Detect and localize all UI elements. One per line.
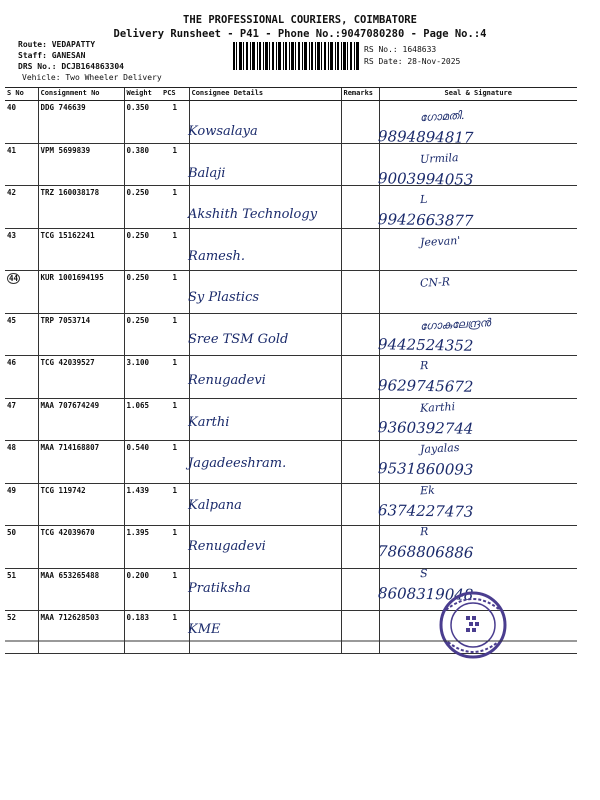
- handwritten-consignee: Kowsalaya: [188, 124, 258, 139]
- cell-sno: 49: [5, 483, 38, 526]
- handwritten-consignee: Balaji: [188, 165, 226, 181]
- cell-consignment: MAA 714168807: [38, 441, 124, 484]
- cell-weight: 0.183: [124, 611, 161, 654]
- handwritten-signature: S: [419, 566, 428, 580]
- handwritten-consignee: Jagadeeshram.: [188, 456, 287, 471]
- cell-remarks: [341, 313, 379, 356]
- cell-remarks: [341, 441, 379, 484]
- cell-pcs: 1: [161, 483, 189, 526]
- cell-pcs: 1: [161, 568, 189, 611]
- handwritten-phone: 9003994053: [377, 168, 474, 189]
- table-row: [5, 228, 577, 271]
- rs-date: RS Date: 28-Nov-2025: [364, 57, 461, 66]
- col-seal: Seal & Signature: [379, 88, 577, 101]
- table-row: [5, 356, 577, 399]
- cell-pcs: 1: [161, 611, 189, 654]
- cell-weight: 0.540: [124, 441, 161, 484]
- handwritten-signature: Urmila: [419, 150, 459, 166]
- cell-consignment: TCG 42039670: [38, 526, 124, 569]
- cell-weight: 3.100: [124, 356, 161, 399]
- cell-remarks: [341, 228, 379, 271]
- handwritten-consignee: KME: [188, 622, 221, 637]
- handwritten-phone: 9360392744: [377, 417, 474, 438]
- table-row: [5, 271, 577, 314]
- handwritten-phone: 9442524352: [377, 334, 474, 355]
- cell-consignment: VPM 5699839: [38, 143, 124, 186]
- handwritten-signature: R: [419, 358, 429, 373]
- drs-label: DRS No.: DCJB164863304: [18, 62, 124, 71]
- table-row: [5, 313, 577, 356]
- cell-consignment: MAA 712628503: [38, 611, 124, 654]
- table-row: [5, 441, 577, 484]
- cell-sno: 52: [5, 611, 38, 654]
- handwritten-signature: Jayalas: [419, 440, 460, 457]
- circled-sno: 44: [9, 274, 19, 283]
- cell-consignment: KUR 1001694195: [38, 271, 124, 314]
- cell-consignment: MAA 653265488: [38, 568, 124, 611]
- table-row: [5, 483, 577, 526]
- handwritten-consignee: Ramesh.: [188, 248, 246, 264]
- table-row: [5, 101, 577, 144]
- handwritten-consignee: Sy Plastics: [188, 290, 260, 305]
- cell-seal: [379, 271, 577, 314]
- cell-sno: 40: [5, 101, 38, 144]
- cell-consignment: TCG 119742: [38, 483, 124, 526]
- handwritten-signature: CN-R: [419, 275, 451, 290]
- cell-remarks: [341, 143, 379, 186]
- cell-remarks: [341, 568, 379, 611]
- cell-weight: 1.439: [124, 483, 161, 526]
- cell-seal: [379, 228, 577, 271]
- col-remarks: Remarks: [341, 88, 379, 101]
- cell-remarks: [341, 398, 379, 441]
- handwritten-phone: 9531860093: [377, 459, 474, 479]
- handwritten-consignee: Renugadevi: [188, 373, 266, 388]
- col-sno: S No: [5, 88, 38, 101]
- cell-pcs: 1: [161, 313, 189, 356]
- route-label: Route: VEDAPATTY: [18, 40, 96, 49]
- staff-label: Staff: GANESAN: [18, 51, 86, 60]
- handwritten-consignee: Sree TSM Gold: [188, 331, 289, 347]
- cell-consignment: TCG 15162241: [38, 228, 124, 271]
- handwritten-phone: 6374227473: [377, 500, 474, 521]
- cell-pcs: 1: [161, 356, 189, 399]
- cell-remarks: [341, 271, 379, 314]
- cell-pcs: 1: [161, 228, 189, 271]
- cell-remarks: [341, 356, 379, 399]
- handwritten-phone: 9629745672: [377, 376, 474, 396]
- cell-sno: 43: [5, 228, 38, 271]
- table-row: [5, 398, 577, 441]
- cell-sno: 41: [5, 143, 38, 186]
- handwritten-consignee: Karthi: [188, 414, 230, 430]
- table-body: [5, 101, 577, 654]
- cell-pcs: 1: [161, 271, 189, 314]
- cell-weight: 0.250: [124, 228, 161, 271]
- rs-number: RS No.: 1648633: [364, 45, 437, 54]
- col-consignment: Consignment No: [38, 88, 124, 101]
- courier-stamp: [438, 590, 508, 660]
- cell-pcs: 1: [161, 186, 189, 229]
- handwritten-phone: 8608319048: [377, 583, 474, 604]
- cell-weight: 0.250: [124, 313, 161, 356]
- cell-weight: 0.350: [124, 101, 161, 144]
- handwritten-signature: L: [419, 192, 428, 207]
- barcode-image: [233, 42, 359, 70]
- handwritten-consignee: Pratiksha: [188, 580, 251, 596]
- table-row: [5, 143, 577, 186]
- cell-pcs: 1: [161, 143, 189, 186]
- cell-pcs: 1: [161, 441, 189, 484]
- handwritten-signature: Ek: [419, 483, 436, 497]
- table-row: [5, 526, 577, 569]
- handwritten-signature: R: [419, 524, 429, 539]
- cell-sno: [5, 271, 38, 314]
- cell-pcs: 1: [161, 398, 189, 441]
- cell-sno: 50: [5, 526, 38, 569]
- cell-consignment: TRP 7053714: [38, 313, 124, 356]
- cell-pcs: 1: [161, 526, 189, 569]
- company-title: THE PROFESSIONAL COURIERS, COIMBATORE: [183, 14, 417, 26]
- cell-weight: 0.380: [124, 143, 161, 186]
- cell-sno: 47: [5, 398, 38, 441]
- cell-sno: 48: [5, 441, 38, 484]
- cell-consignment: TCG 42039527: [38, 356, 124, 399]
- cell-remarks: [341, 611, 379, 654]
- bottom-rule: [5, 640, 577, 642]
- cell-weight: 1.395: [124, 526, 161, 569]
- handwritten-signature: Jeevan': [419, 233, 461, 249]
- cell-weight: 0.250: [124, 271, 161, 314]
- cell-weight: 0.200: [124, 568, 161, 611]
- cell-remarks: [341, 101, 379, 144]
- vehicle-label: Vehicle: Two Wheeler Delivery: [22, 73, 162, 82]
- cell-weight: 0.250: [124, 186, 161, 229]
- handwritten-consignee: Akshith Technology: [188, 207, 318, 222]
- cell-weight: 1.065: [124, 398, 161, 441]
- handwritten-phone: 7868806886: [377, 542, 474, 562]
- runsheet-table: [5, 87, 577, 654]
- table-header-row: [5, 88, 577, 101]
- cell-sno: 51: [5, 568, 38, 611]
- handwritten-consignee: Kalpana: [188, 497, 242, 513]
- cell-consignment: MAA 707674249: [38, 398, 124, 441]
- col-pcs: PCS: [161, 88, 189, 101]
- handwritten-signature: ഗോകുലേന്ദ്രൻ: [419, 315, 491, 333]
- cell-consignment: DDG 746639: [38, 101, 124, 144]
- cell-remarks: [341, 483, 379, 526]
- handwritten-consignee: Renugadevi: [188, 539, 266, 554]
- col-weight: Weight: [124, 88, 161, 101]
- cell-remarks: [341, 186, 379, 229]
- handwritten-phone: 9942663877: [377, 210, 474, 230]
- handwritten-signature: ഗോമതി.: [419, 108, 465, 125]
- cell-pcs: 1: [161, 101, 189, 144]
- cell-sno: 46: [5, 356, 38, 399]
- handwritten-phone: 9894894817: [377, 127, 474, 147]
- cell-sno: 42: [5, 186, 38, 229]
- runsheet-subtitle: Delivery Runsheet - P41 - Phone No.:9047080280 - Page No.:4: [113, 28, 487, 40]
- col-consignee: Consignee Details: [189, 88, 341, 101]
- handwritten-signature: Karthi: [419, 399, 456, 415]
- cell-remarks: [341, 526, 379, 569]
- cell-sno: 45: [5, 313, 38, 356]
- cell-consignment: TRZ 160038178: [38, 186, 124, 229]
